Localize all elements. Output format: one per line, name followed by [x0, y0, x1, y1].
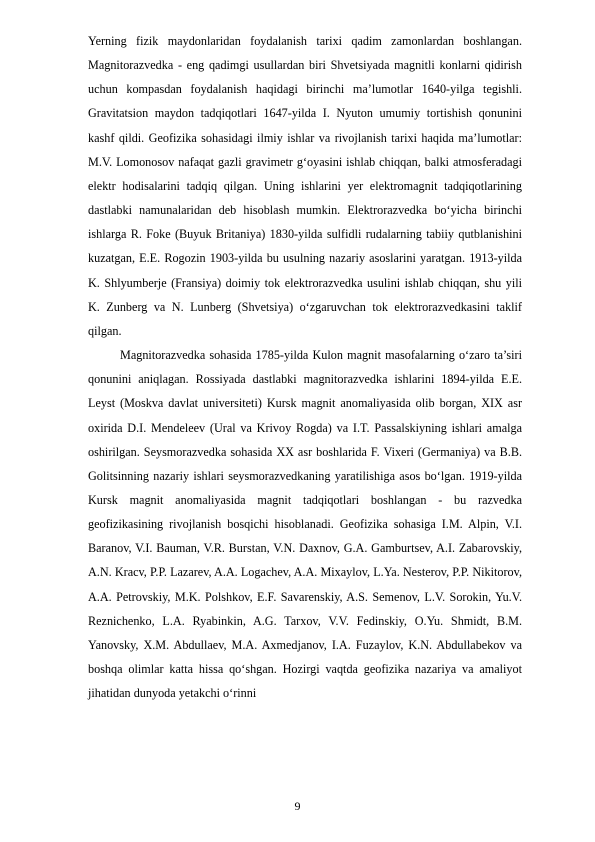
- body-text: [88, 29, 522, 705]
- paragraph-history-overview: Yerning fizik maydonlaridan foydalanish tarixi qadim zamonlardan boshlangan. Magnitorazvedka - eng qadimgi usullardan biri Shvetsiyada magnitli konlarni qidirish uchun kompasdan foydalanish haqidagi birinchi ma’lumotlar 1640-yilga tegishli. Gravitatsion maydon tadqiqotlari 1647-yilda I. Nyuton umumiy tortishish qonunini kashf qildi. Geofizika sohasidagi ilmiy ishlar va rivojlanish tarixi haqida ma’lumotlar: M.V. Lomonosov nafaqat gazli gravimetr g‘oyasini ishlab chiqqan, balki atmosferadagi elektr hodisalarini tadqiq qilgan. Uning ishlarini yer elektromagnit tadqiqotlarining dastlabki namunalaridan deb hisoblash mumkin. Elektrorazvedka bo‘yicha birinchi ishlarga R. Foke (Buyuk Britaniya) 1830-yilda sulfidli rudalarning tabiiy qutblanishini kuzatgan, E.E. Rogozin 1903-yilda bu usulning nazariy asoslarini yaratgan. 1913-yilda K. Shlyumberje (Fransiya) doimiy tok elektrorazvedka usulini ishlab chiqqan, shu yili K. Zunberg va N. Lunberg (Shvetsiya) o‘zgaruvchan tok elektrorazvedkasini taklif qilgan.: [88, 34, 522, 338]
- page-number: 9: [294, 799, 301, 813]
- paragraph-magnetic-exploration: Magnitorazvedka sohasida 1785-yilda Kulon magnit masofalarning o‘zaro ta’siri qonunini aniqlagan. Rossiyada dastlabki magnitorazvedka ishlarini 1894-yilda E.E. Leyst (Moskva davlat universiteti) Kursk magnit anomaliyasida olib borgan, XIX asr oxirida D.I. Mendeleev (Ural va Krivoy Rogda) va I.T. Passalskiyning ishlari amalga oshirilgan. Seysmorazvedka sohasida XX asr boshlarida F. Vixeri (Germaniya) va B.B. Golitsinning nazariy ishlari seysmorazvedkaning yaratilishiga asos bo‘lgan. 1919-yilda Kursk magnit anomaliyasida magnit tadqiqotlari boshlangan - bu razvedka geofizikasining rivojlanish bosqichi hisoblanadi. Geofizika sohasiga I.M. Alpin, V.I. Baranov, V.I. Bauman, V.R. Burstan, V.N. Daxnov, G.A. Gamburtsev, A.I. Zabarovskiy, A.N. Kracv, P.P. Lazarev, A.A. Logachev, A.A. Mixaylov, L.Ya. Nesterov, P.P. Nikitorov, A.A. Petrovskiy, M.K. Polshkov, E.F. Savarenskiy, A.S. Semenov, L.V. Sorokin, Yu.V. Reznichenko, L.A. Ryabinkin, A.G. Tarxov, V.V. Fedinskiy, O.Yu. Shmidt, B.M. Yanovsky, X.M. Abdullaev, M.A. Axmedjanov, I.A. Fuzaylov, K.N. Abdullabekov va boshqa olimlar katta hissa qo‘shgan. Hozirgi vaqtda geofizika nazariya va amaliyot jihatidan dunyoda yetakchi o‘rinni: [88, 348, 522, 701]
